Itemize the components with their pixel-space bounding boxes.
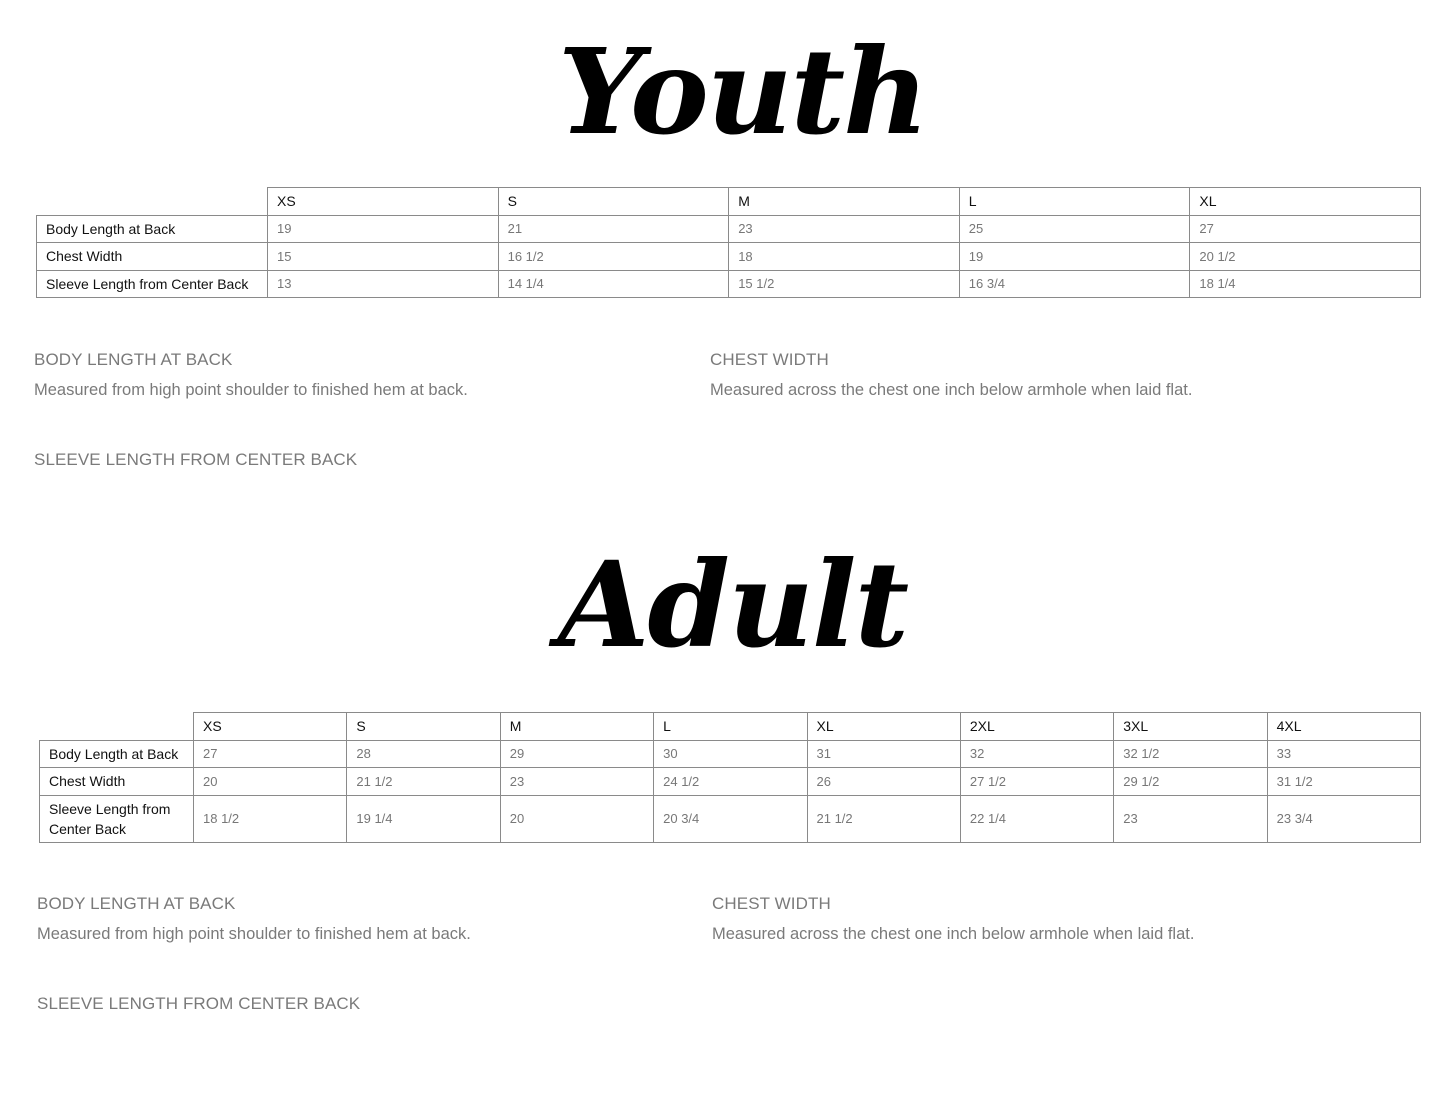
header-size: L: [654, 713, 807, 741]
table-cell: 33: [1267, 740, 1420, 768]
table-row: [40, 795, 1421, 842]
row-label: Chest Width: [40, 768, 194, 796]
adult-title: Adult: [557, 535, 908, 674]
table-cell: 21 1/2: [347, 768, 500, 796]
table-cell: 18: [729, 243, 960, 271]
row-label: Chest Width: [37, 243, 268, 271]
row-label: Body Length at Back: [40, 740, 194, 768]
table-cell: 27 1/2: [960, 768, 1113, 796]
youth-size-table: [36, 187, 1421, 298]
header-size: 2XL: [960, 713, 1113, 741]
header-size: XL: [1190, 188, 1421, 216]
table-cell: 21: [498, 215, 729, 243]
table-cell: 32 1/2: [1114, 740, 1267, 768]
header-size: M: [500, 713, 653, 741]
header-size: S: [498, 188, 729, 216]
table-cell: 29: [500, 740, 653, 768]
table-cell: 26: [807, 768, 960, 796]
table-cell: 15: [268, 243, 499, 271]
header-size: 3XL: [1114, 713, 1267, 741]
table-cell: 18 1/4: [1190, 270, 1421, 298]
table-cell: 31 1/2: [1267, 768, 1420, 796]
table-cell: 16 3/4: [959, 270, 1190, 298]
table-row: [37, 215, 1421, 243]
table-cell: 29 1/2: [1114, 768, 1267, 796]
table-cell: 28: [347, 740, 500, 768]
table-cell: 32: [960, 740, 1113, 768]
header-size: XL: [807, 713, 960, 741]
adult-body-length-heading: BODY LENGTH AT BACK: [37, 894, 236, 913]
table-cell: 20 1/2: [1190, 243, 1421, 271]
youth-title: Youth: [558, 22, 927, 161]
table-cell: 27: [194, 740, 347, 768]
header-corner: [40, 713, 194, 741]
header-size: L: [959, 188, 1190, 216]
table-cell: 14 1/4: [498, 270, 729, 298]
youth-chest-width-text: Measured across the chest one inch below armhole when laid flat.: [710, 381, 1193, 399]
youth-body-length-text: Measured from high point shoulder to finished hem at back.: [34, 381, 468, 399]
adult-chest-width-text: Measured across the chest one inch below armhole when laid flat.: [712, 925, 1195, 943]
header-size: XS: [194, 713, 347, 741]
table-cell: 24 1/2: [654, 768, 807, 796]
table-row: [37, 270, 1421, 298]
table-cell: 20: [194, 768, 347, 796]
adult-body-length-text: Measured from high point shoulder to finished hem at back.: [37, 925, 471, 943]
table-cell: 19: [268, 215, 499, 243]
table-cell: 22 1/4: [960, 795, 1113, 842]
header-corner: [37, 188, 268, 216]
table-cell: 31: [807, 740, 960, 768]
table-header-row: [40, 713, 1421, 741]
table-cell: 23: [729, 215, 960, 243]
table-cell: 23 3/4: [1267, 795, 1420, 842]
table-cell: 23: [500, 768, 653, 796]
row-label: Sleeve Length from Center Back: [37, 270, 268, 298]
table-row: [40, 740, 1421, 768]
table-cell: 27: [1190, 215, 1421, 243]
table-cell: 15 1/2: [729, 270, 960, 298]
table-header-row: [37, 188, 1421, 216]
table-cell: 18 1/2: [194, 795, 347, 842]
table-cell: 19 1/4: [347, 795, 500, 842]
table-cell: 20 3/4: [654, 795, 807, 842]
header-size: M: [729, 188, 960, 216]
table-cell: 21 1/2: [807, 795, 960, 842]
youth-chest-width-heading: CHEST WIDTH: [710, 350, 829, 369]
table-cell: 30: [654, 740, 807, 768]
row-label: Body Length at Back: [37, 215, 268, 243]
header-size: S: [347, 713, 500, 741]
row-label: Sleeve Length from Center Back: [40, 795, 194, 842]
table-cell: 25: [959, 215, 1190, 243]
adult-sleeve-length-heading: SLEEVE LENGTH FROM CENTER BACK: [37, 994, 361, 1013]
table-row: [40, 768, 1421, 796]
table-cell: 23: [1114, 795, 1267, 842]
header-size: XS: [268, 188, 499, 216]
adult-size-table: [39, 712, 1421, 843]
table-cell: 16 1/2: [498, 243, 729, 271]
youth-sleeve-length-heading: SLEEVE LENGTH FROM CENTER BACK: [34, 450, 358, 469]
adult-chest-width-heading: CHEST WIDTH: [712, 894, 831, 913]
youth-body-length-heading: BODY LENGTH AT BACK: [34, 350, 233, 369]
header-size: 4XL: [1267, 713, 1420, 741]
table-cell: 19: [959, 243, 1190, 271]
table-cell: 20: [500, 795, 653, 842]
table-row: [37, 243, 1421, 271]
table-cell: 13: [268, 270, 499, 298]
